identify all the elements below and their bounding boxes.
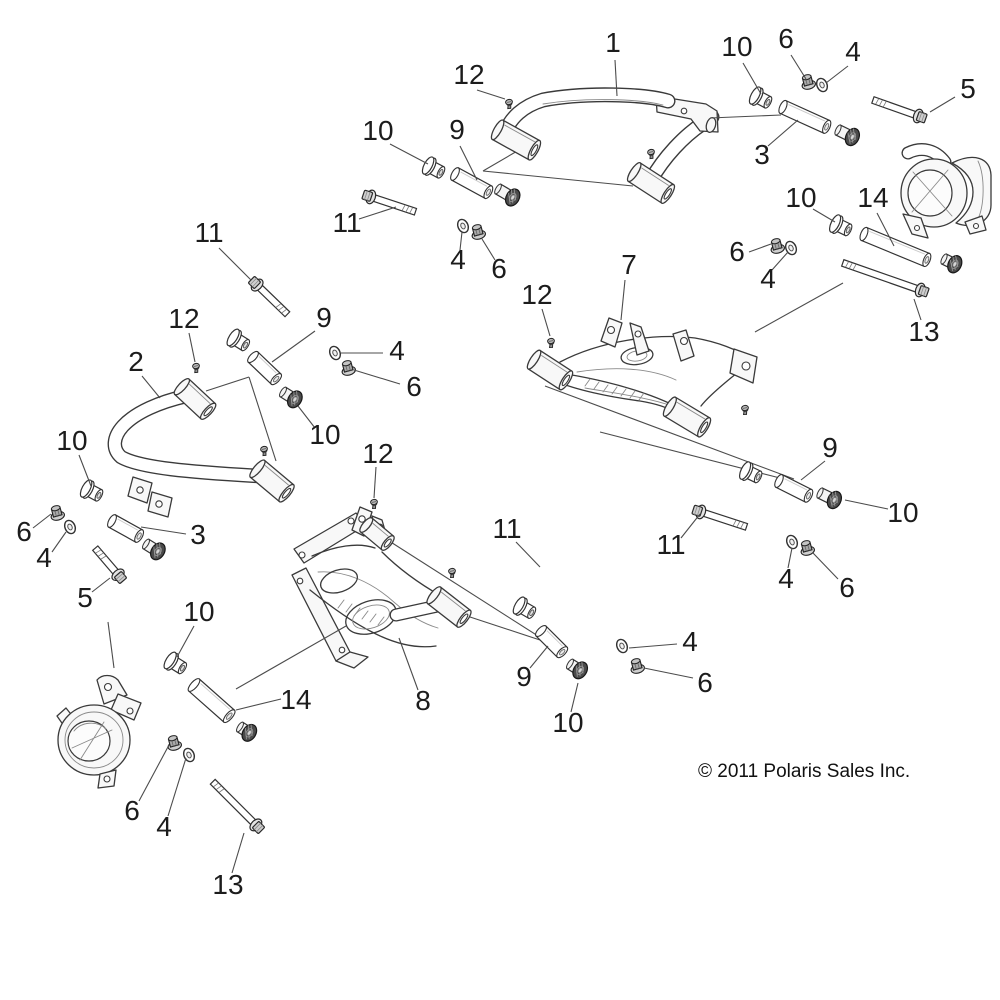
copyright-notice: © 2011 Polaris Sales Inc. xyxy=(698,761,911,782)
callout-leader-line xyxy=(791,55,806,79)
callout-leader-line xyxy=(743,63,761,94)
callout-number: 5 xyxy=(77,582,93,613)
callout-number: 9 xyxy=(316,302,332,333)
flanged-bushing xyxy=(162,650,190,677)
flange-nut xyxy=(166,734,183,752)
callout-leader-line xyxy=(845,500,888,509)
knurled-bushing xyxy=(492,180,523,208)
callout-number: 10 xyxy=(362,115,394,146)
callout-6 xyxy=(778,23,806,79)
callout-2 xyxy=(128,346,160,398)
assembly-reference-lines xyxy=(108,115,843,689)
callout-number: 13 xyxy=(212,869,244,900)
callout-5 xyxy=(77,578,110,613)
callout-10 xyxy=(298,406,341,450)
callout-number: 8 xyxy=(415,685,431,716)
flange-nut xyxy=(49,504,66,522)
spacer-tube xyxy=(534,624,570,660)
callout-4 xyxy=(450,232,466,275)
callout-11 xyxy=(194,217,251,280)
callout-leader-line xyxy=(236,699,281,710)
callout-12 xyxy=(168,303,199,362)
callout-number: 4 xyxy=(682,626,698,657)
callout-7 xyxy=(621,249,637,320)
callout-leader-line xyxy=(530,646,548,668)
callout-12 xyxy=(362,438,393,498)
callout-number: 5 xyxy=(960,73,976,104)
spacer-tube xyxy=(773,473,814,503)
washer xyxy=(182,747,197,763)
flange-bolt xyxy=(247,274,293,319)
knurled-bushing xyxy=(832,121,862,148)
reference-line xyxy=(236,626,346,689)
grease-fitting xyxy=(260,446,269,457)
callout-leader-line xyxy=(232,833,244,873)
callout-leader-line xyxy=(359,207,396,219)
pivot-sleeve xyxy=(425,585,474,629)
callout-leader-line xyxy=(33,514,51,528)
flanged-bushing xyxy=(747,85,775,112)
grease-fitting xyxy=(370,499,378,509)
upper-control-arm-right xyxy=(505,95,718,180)
washer xyxy=(785,534,800,550)
callout-number: 13 xyxy=(908,316,940,347)
callout-9 xyxy=(516,646,548,692)
callout-leader-line xyxy=(768,120,798,146)
callout-6 xyxy=(813,553,855,603)
flanged-bushing xyxy=(827,213,854,239)
grease-fitting xyxy=(547,338,555,348)
callout-6 xyxy=(354,370,422,402)
callout-12 xyxy=(521,279,552,336)
callout-4 xyxy=(629,626,698,657)
callout-number: 11 xyxy=(194,217,224,248)
knurled-bushing xyxy=(938,250,964,275)
flanged-bushing xyxy=(420,155,448,182)
callout-leader-line xyxy=(930,97,955,112)
callout-number: 4 xyxy=(450,244,466,275)
callout-number: 9 xyxy=(449,114,465,145)
flange-bolt xyxy=(208,777,267,836)
grease-fitting xyxy=(448,568,456,578)
callout-13 xyxy=(908,299,939,347)
callout-leader-line xyxy=(92,578,110,592)
callout-number: 4 xyxy=(36,542,52,573)
callout-4 xyxy=(36,532,66,573)
callout-leader-line xyxy=(374,467,376,498)
callout-11 xyxy=(492,513,540,567)
callout-10 xyxy=(845,497,919,528)
callout-leader-line xyxy=(52,532,66,552)
callout-number: 9 xyxy=(822,432,838,463)
callout-number: 10 xyxy=(552,707,584,738)
flanged-bushing xyxy=(225,327,253,354)
callout-leader-line xyxy=(177,626,194,657)
callout-leader-line xyxy=(219,248,251,280)
reference-line xyxy=(108,622,114,668)
reference-line xyxy=(483,171,633,186)
callout-leader-line xyxy=(79,455,91,486)
callout-number: 14 xyxy=(280,684,312,715)
callout-3 xyxy=(754,120,798,170)
knurled-bushing xyxy=(563,655,590,681)
flanged-bushing xyxy=(511,595,539,622)
callout-leader-line xyxy=(621,280,625,320)
callout-10 xyxy=(721,31,761,94)
rear-control-arm-right xyxy=(553,318,757,413)
knurled-bushing xyxy=(276,383,305,410)
callout-number: 6 xyxy=(697,667,713,698)
callout-number: 6 xyxy=(406,371,422,402)
callout-leader-line xyxy=(354,370,400,384)
flange-bolt xyxy=(361,188,418,219)
reference-line xyxy=(545,386,794,479)
callout-leader-line xyxy=(813,553,838,579)
callout-12 xyxy=(453,59,505,99)
callout-10 xyxy=(362,115,428,164)
reference-line xyxy=(206,377,249,391)
flange-nut xyxy=(800,73,817,91)
callout-number: 6 xyxy=(16,516,32,547)
callout-leader-line xyxy=(142,376,160,398)
washer xyxy=(456,218,471,234)
callout-leader-line xyxy=(168,758,186,816)
callout-number: 2 xyxy=(128,346,144,377)
callout-leader-line xyxy=(542,309,550,336)
flange-bolt xyxy=(691,503,749,534)
callout-leader-line xyxy=(749,244,771,252)
grease-fitting xyxy=(647,149,656,160)
callout-leader-line xyxy=(516,542,540,567)
reference-line xyxy=(710,115,781,118)
callout-14 xyxy=(236,684,312,715)
upper-control-arm-left xyxy=(115,396,258,517)
grease-fitting xyxy=(505,99,514,109)
bearing-carrier-left xyxy=(57,676,141,789)
knurled-bushing xyxy=(139,535,168,562)
callout-number: 7 xyxy=(621,249,637,280)
callout-leader-line xyxy=(390,144,428,164)
flange-nut xyxy=(769,237,786,255)
spacer-tube xyxy=(777,99,832,134)
grease-fitting xyxy=(741,405,749,415)
callout-number: 10 xyxy=(309,419,341,450)
callout-number: 11 xyxy=(492,513,522,544)
callout-number: 4 xyxy=(156,811,172,842)
callout-number: 4 xyxy=(845,36,861,67)
washer xyxy=(815,77,830,93)
spacer-tube xyxy=(186,677,237,724)
callout-number: 4 xyxy=(389,335,405,366)
callout-number: 11 xyxy=(656,529,686,560)
callout-number: 4 xyxy=(760,263,776,294)
callout-11 xyxy=(332,207,396,238)
callout-number: 3 xyxy=(754,139,770,170)
callout-number: 1 xyxy=(605,27,621,58)
callout-8 xyxy=(399,638,431,716)
flange-nut xyxy=(470,223,487,241)
callout-number: 10 xyxy=(721,31,753,62)
callout-number: 6 xyxy=(491,253,507,284)
callout-number: 6 xyxy=(124,795,140,826)
callout-number: 12 xyxy=(168,303,200,334)
washer xyxy=(615,638,630,654)
callout-number: 12 xyxy=(521,279,553,310)
callout-number: 12 xyxy=(453,59,485,90)
pivot-sleeve xyxy=(525,348,575,391)
flanged-bushing xyxy=(737,460,764,486)
callout-5 xyxy=(930,73,976,112)
knurled-bushing xyxy=(233,718,259,744)
callout-number: 9 xyxy=(516,661,532,692)
callout-number: 12 xyxy=(362,438,394,469)
callout-number: 3 xyxy=(190,519,206,550)
pivot-sleeve xyxy=(172,377,218,422)
pivot-sleeve xyxy=(248,458,297,504)
flange-nut xyxy=(629,657,646,675)
callout-leader-line xyxy=(272,331,315,362)
callout-leader-line xyxy=(801,461,825,480)
spacer-tube xyxy=(106,513,145,543)
callout-6 xyxy=(482,239,507,284)
callout-leader-line xyxy=(826,66,848,83)
callout-number: 6 xyxy=(839,572,855,603)
callout-number: 10 xyxy=(56,425,88,456)
callout-leader-line xyxy=(644,668,693,678)
callout-number: 6 xyxy=(778,23,794,54)
callout-leader-line xyxy=(139,745,169,801)
callout-6 xyxy=(644,667,713,698)
callout-10 xyxy=(177,596,215,657)
callout-number: 4 xyxy=(778,563,794,594)
callout-13 xyxy=(212,833,244,900)
bearing-carrier-right xyxy=(901,150,991,238)
callout-4 xyxy=(760,252,788,294)
callout-leader-line xyxy=(629,644,677,648)
callout-number: 14 xyxy=(857,182,889,213)
grease-fitting xyxy=(192,363,201,373)
callout-leader-line xyxy=(141,527,186,534)
callout-leader-line xyxy=(477,90,505,99)
shock-ear xyxy=(630,323,649,355)
callout-9 xyxy=(801,432,838,480)
callout-1 xyxy=(605,27,621,96)
callout-number: 10 xyxy=(785,182,817,213)
knurled-bushing xyxy=(814,484,844,511)
washer xyxy=(328,345,343,361)
callout-leader-line xyxy=(189,333,195,362)
callout-4 xyxy=(778,548,794,594)
callout-number: 11 xyxy=(332,207,362,238)
callout-number: 10 xyxy=(887,497,919,528)
callout-10 xyxy=(56,425,91,486)
flange-bolt xyxy=(871,93,928,125)
callout-number: 6 xyxy=(729,236,745,267)
callout-4 xyxy=(156,758,186,842)
spacer-tube xyxy=(246,350,283,387)
reference-line xyxy=(467,616,540,640)
callout-10 xyxy=(552,683,583,738)
reference-line xyxy=(483,150,519,171)
callout-10 xyxy=(785,182,835,222)
callout-11 xyxy=(656,514,700,560)
callout-4 xyxy=(826,36,861,83)
flange-nut xyxy=(799,539,816,557)
callout-number: 10 xyxy=(183,596,215,627)
flange-nut xyxy=(340,359,357,377)
flanged-bushing xyxy=(78,478,106,505)
shock-ear xyxy=(673,330,694,361)
